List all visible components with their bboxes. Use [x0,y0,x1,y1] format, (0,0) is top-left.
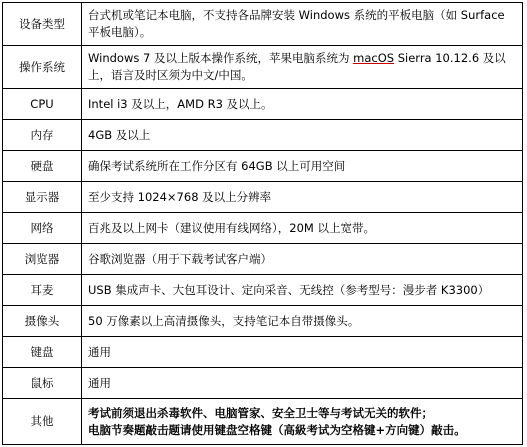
row-value: 4GB 及以上 [82,120,523,151]
table-row [3,46,523,89]
table-row [3,182,523,213]
row-label: 耳麦 [3,275,82,306]
row-label: CPU [3,89,82,120]
table-row [3,244,523,275]
row-label: 内存 [3,120,82,151]
value-text: Sierra 10.12.6 及以上，语言及时区须为中文/中国。 [88,51,506,82]
row-value: 百兆及以上网卡（建议使用有线网络），20M 以上宽带。 [82,213,523,244]
table-row [3,213,523,244]
row-value: 通用 [82,368,523,399]
row-label: 操作系统 [3,46,82,89]
row-value [82,46,523,89]
table-row [3,275,523,306]
row-value: USB 集成声卡、大包耳设计、定向采音、无线控（参考型号：漫步者 K3300） [82,275,523,306]
row-label: 其他 [3,399,82,445]
row-value: 确保考试系统所在工作分区有 64GB 以上可用空间 [82,151,523,182]
row-label: 摄像头 [3,306,82,337]
row-label: 网络 [3,213,82,244]
table-row [3,89,523,120]
note-line: 电脑节奏题敲击题请使用键盘空格键（高級考试为空格键+方向键）敲击。 [88,422,466,437]
table-row [3,368,523,399]
table-row [3,337,523,368]
row-label: 硬盘 [3,151,82,182]
table-row [3,151,523,182]
row-label: 设备类型 [3,3,82,46]
row-label: 鼠标 [3,368,82,399]
table-row [3,120,523,151]
table-row [3,399,523,445]
requirements-table [2,2,523,445]
row-value: 台式机或笔记本电脑，不支持各品牌安装 Windows 系统的平板电脑（如 Surface 平板电脑）。 [82,3,523,46]
row-label: 浏览器 [3,244,82,275]
row-value [82,399,523,445]
row-value: 通用 [82,337,523,368]
row-label: 键盘 [3,337,82,368]
table-row [3,306,523,337]
value-text: Windows 7 及以上版本操作系统，苹果电脑系统为 [88,51,354,65]
row-value: 50 万像素以上高清摄像头，支持笔记本自带摄像头。 [82,306,523,337]
row-value: 至少支持 1024×768 及以上分辨率 [82,182,523,213]
underlined-text: macOS [353,51,395,65]
row-label: 显示器 [3,182,82,213]
table-row [3,3,523,46]
note-line: 考试前须退出杀毒软件、电脑管家、安全卫士等与考试无关的软件； [88,405,433,420]
row-value: Intel i3 及以上，AMD R3 及以上。 [82,89,523,120]
row-value: 谷歌浏览器（用于下载考试客户端） [82,244,523,275]
